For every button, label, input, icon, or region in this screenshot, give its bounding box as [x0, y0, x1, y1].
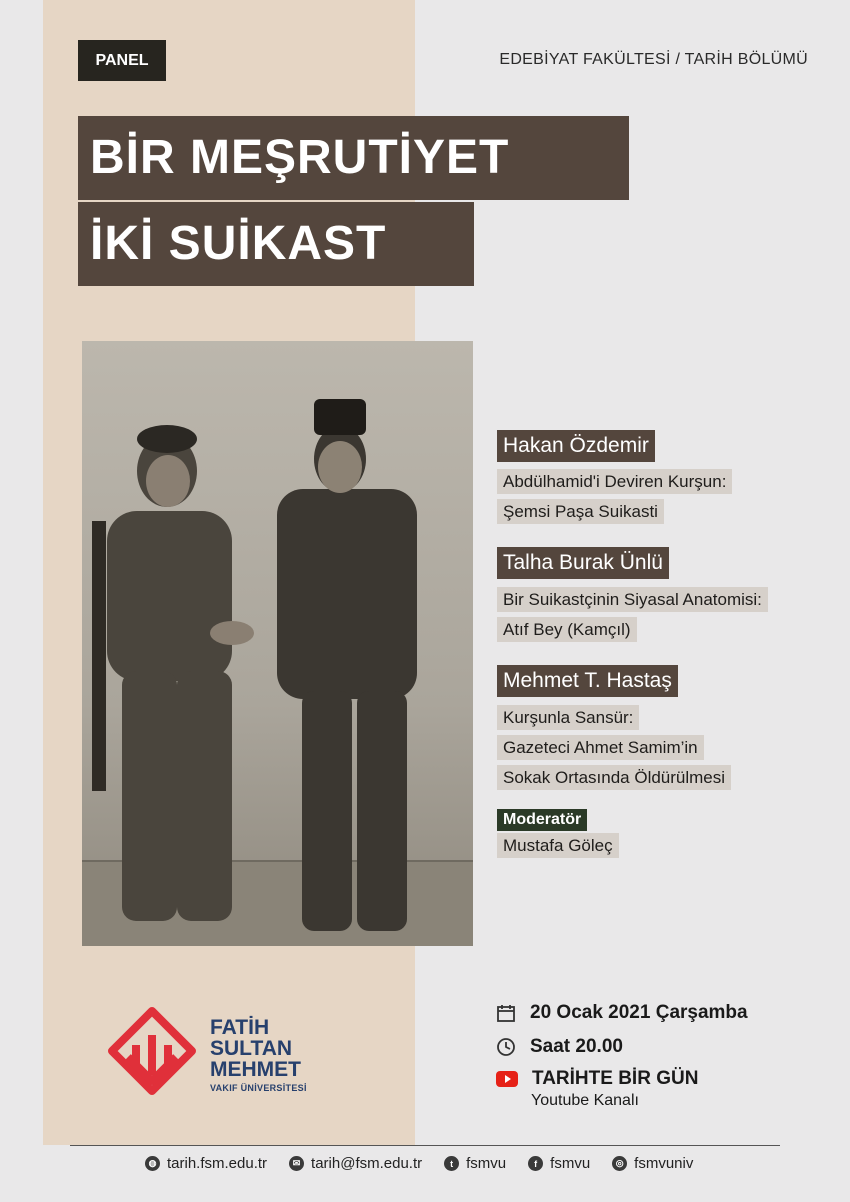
talk-line: Gazeteci Ahmet Samim’in — [497, 735, 704, 760]
title-line-2: İKİ SUİKAST — [78, 202, 474, 286]
footer-contacts — [145, 1155, 693, 1172]
website-text: tarih.fsm.edu.tr — [167, 1155, 268, 1172]
time-row — [496, 1036, 623, 1058]
email-text: tarih@fsm.edu.tr — [311, 1155, 423, 1172]
talk-line: Sokak Ortasında Öldürülmesi — [497, 765, 731, 790]
speaker-talk-2 — [497, 587, 768, 647]
talk-line: Kurşunla Sansür: — [497, 705, 639, 730]
date-row — [496, 1002, 748, 1024]
footer-facebook[interactable] — [528, 1155, 590, 1172]
talk-line: Atıf Bey (Kamçıl) — [497, 617, 637, 642]
talk-line: Bir Suikastçinin Siyasal Anatomisi: — [497, 587, 768, 612]
twitter-icon: t — [444, 1156, 459, 1171]
logo-line-1: FATİH — [210, 1016, 270, 1039]
mail-icon: ✉ — [289, 1156, 304, 1171]
facebook-text: fsmvu — [550, 1155, 591, 1172]
university-logo-icon — [106, 1005, 198, 1097]
footer-email[interactable] — [289, 1155, 422, 1172]
channel-subtitle: Youtube Kanalı — [531, 1092, 639, 1109]
channel-row — [496, 1068, 698, 1090]
clock-icon — [496, 1037, 516, 1057]
instagram-text: fsmvuniv — [634, 1155, 694, 1172]
moderator-label: Moderatör — [497, 809, 587, 831]
footer-divider — [70, 1145, 780, 1146]
speaker-talk-3 — [497, 705, 731, 795]
speaker-talk-1 — [497, 469, 732, 529]
calendar-icon — [496, 1003, 516, 1023]
moderator-name: Mustafa Göleç — [497, 833, 619, 858]
speaker-name-1: Hakan Özdemir — [497, 430, 655, 462]
faculty-label: EDEBİYAT FAKÜLTESİ / TARİH BÖLÜMÜ — [499, 51, 808, 68]
instagram-icon: ◎ — [612, 1156, 627, 1171]
logo-line-2: SULTAN — [210, 1037, 293, 1060]
channel-name: TARİHTE BİR GÜN — [532, 1068, 699, 1089]
twitter-text: fsmvu — [466, 1155, 507, 1172]
talk-line: Abdülhamid'i Deviren Kurşun: — [497, 469, 732, 494]
event-date: 20 Ocak 2021 Çarşamba — [530, 1002, 748, 1023]
youtube-icon — [496, 1071, 518, 1087]
title-line-1: BİR MEŞRUTİYET — [78, 116, 629, 200]
footer-twitter[interactable] — [444, 1155, 506, 1172]
footer-instagram[interactable] — [612, 1155, 693, 1172]
globe-icon: ◍ — [145, 1156, 160, 1171]
footer-website[interactable] — [145, 1155, 267, 1172]
historical-photo — [82, 341, 473, 946]
panel-tag: PANEL — [78, 40, 166, 81]
event-time: Saat 20.00 — [530, 1036, 623, 1057]
talk-line: Şemsi Paşa Suikasti — [497, 499, 664, 524]
logo-line-3: MEHMET — [210, 1058, 301, 1081]
facebook-icon: f — [528, 1156, 543, 1171]
speaker-name-3: Mehmet T. Hastaş — [497, 665, 678, 697]
logo-subtitle: VAKIF ÜNİVERSİTESİ — [210, 1083, 307, 1093]
logo-text — [210, 1017, 301, 1080]
speaker-name-2: Talha Burak Ünlü — [497, 547, 669, 579]
